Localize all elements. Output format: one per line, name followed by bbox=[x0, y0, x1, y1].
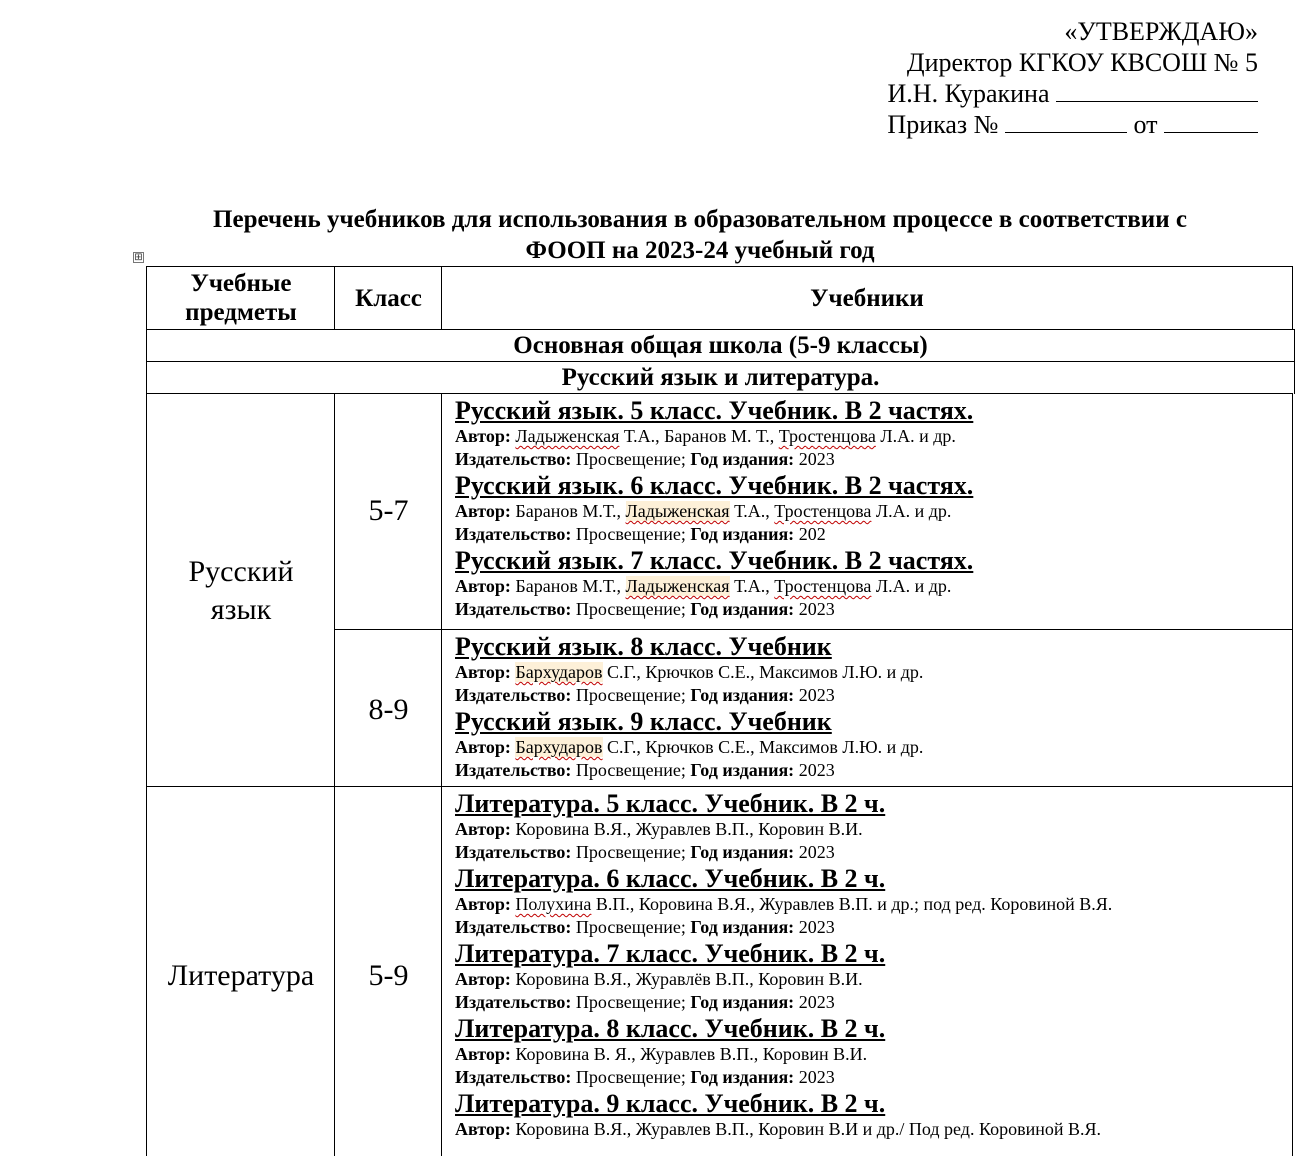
document-title bbox=[110, 204, 1290, 266]
header-subjects-line1: Учебные bbox=[190, 270, 292, 297]
year-label: Год издания: bbox=[690, 599, 795, 619]
author-text: Полухина bbox=[515, 894, 592, 914]
book-entry bbox=[455, 1014, 1292, 1089]
books-russian-8-9 bbox=[441, 629, 1293, 787]
author-label: Автор: bbox=[455, 426, 511, 446]
author-label: Автор: bbox=[455, 1044, 511, 1064]
header-books: Учебники bbox=[441, 266, 1293, 329]
book-title: Русский язык. 9 класс. Учебник bbox=[455, 707, 832, 736]
book-entry bbox=[455, 864, 1292, 939]
publisher-label: Издательство: bbox=[455, 1067, 572, 1087]
book-entry bbox=[455, 707, 1292, 782]
book-entry bbox=[455, 1089, 1292, 1141]
books-russian-5-7 bbox=[441, 393, 1293, 630]
book-author-line bbox=[455, 818, 1292, 841]
book-title: Русский язык. 6 класс. Учебник. В 2 частях. bbox=[455, 471, 974, 500]
year-label: Год издания: bbox=[690, 760, 795, 780]
author-text: Л.А. и др. bbox=[871, 501, 952, 521]
book-entry bbox=[455, 789, 1292, 864]
book-entry bbox=[455, 546, 1292, 621]
book-entry bbox=[455, 396, 1292, 471]
approval-heading: «УТВЕРЖДАЮ» bbox=[1064, 17, 1258, 46]
book-title: Литература. 5 класс. Учебник. В 2 ч. bbox=[455, 789, 886, 818]
title-line-2: ФООП на 2023-24 учебный год bbox=[525, 237, 875, 264]
year-label: Год издания: bbox=[690, 524, 795, 544]
book-publisher-line bbox=[455, 523, 1292, 546]
grade-5-9: 5-9 bbox=[334, 786, 442, 1156]
subject-literature: Литература bbox=[146, 786, 335, 1156]
publication-year: 2023 bbox=[798, 992, 835, 1012]
subject-russian-line1: Русский bbox=[188, 554, 294, 588]
subject-russian-line2: язык bbox=[210, 592, 272, 626]
book-author-line bbox=[455, 736, 1292, 759]
author-text: В.П., Коровина В.Я., Журавлев В.П. и др.; под ред. Коровиной В.Я. bbox=[591, 894, 1113, 914]
book-title: Литература. 8 класс. Учебник. В 2 ч. bbox=[455, 1014, 886, 1043]
publisher-label: Издательство: bbox=[455, 524, 572, 544]
book-publisher-line bbox=[455, 1066, 1292, 1089]
book-publisher-line bbox=[455, 759, 1292, 782]
grade-8-9: 8-9 bbox=[334, 629, 442, 787]
author-text: Бархударов bbox=[515, 662, 603, 682]
author-text: Коровина В.Я., Журавлев В.П., Коровин В.И и др./ Под ред. Коровиной В.Я. bbox=[515, 1119, 1101, 1139]
header-grade: Класс bbox=[334, 266, 442, 329]
author-text: Т.А., bbox=[729, 576, 775, 596]
subject-russian bbox=[146, 393, 335, 787]
publication-year: 2023 bbox=[798, 760, 835, 780]
author-text: Т.А., bbox=[729, 501, 775, 521]
publisher-label: Издательство: bbox=[455, 842, 572, 862]
order-from-label: от bbox=[1133, 110, 1158, 139]
order-date-blank bbox=[1164, 110, 1258, 133]
book-title: Литература. 7 класс. Учебник. В 2 ч. bbox=[455, 939, 886, 968]
books-literature-5-9 bbox=[441, 786, 1293, 1156]
publisher-name: Просвещение; bbox=[575, 449, 686, 469]
publication-year: 2023 bbox=[798, 917, 835, 937]
publisher-name: Просвещение; bbox=[575, 1067, 686, 1087]
publisher-label: Издательство: bbox=[455, 449, 572, 469]
author-text: Коровина В. Я., Журавлев В.П., Коровин В.И. bbox=[515, 1044, 868, 1064]
book-publisher-line bbox=[455, 684, 1292, 707]
author-text: Тростенцова bbox=[774, 501, 872, 521]
publication-year: 2023 bbox=[798, 842, 835, 862]
order-label: Приказ № bbox=[887, 110, 999, 139]
book-title: Литература. 9 класс. Учебник. В 2 ч. bbox=[455, 1089, 886, 1118]
book-author-line bbox=[455, 661, 1292, 684]
book-publisher-line bbox=[455, 916, 1292, 939]
author-label: Автор: bbox=[455, 969, 511, 989]
publisher-label: Издательство: bbox=[455, 685, 572, 705]
header-subjects bbox=[146, 266, 335, 329]
approval-name: И.Н. Куракина bbox=[887, 79, 1050, 108]
title-line-1: Перечень учебников для использования в образовательном процессе в соответствии с bbox=[213, 206, 1187, 233]
author-text: Баранов М.Т., bbox=[515, 501, 626, 521]
book-author-line bbox=[455, 500, 1292, 523]
book-title: Русский язык. 5 класс. Учебник. В 2 частях. bbox=[455, 396, 974, 425]
year-label: Год издания: bbox=[690, 842, 795, 862]
order-number-blank bbox=[1005, 110, 1127, 133]
approval-name-line bbox=[887, 78, 1258, 109]
section-area: Русский язык и литература. bbox=[146, 361, 1295, 394]
book-title: Русский язык. 7 класс. Учебник. В 2 частях. bbox=[455, 546, 974, 575]
publication-year: 2023 bbox=[798, 685, 835, 705]
book-author-line bbox=[455, 893, 1292, 916]
book-publisher-line bbox=[455, 991, 1292, 1014]
grade-5-7: 5-7 bbox=[334, 393, 442, 630]
author-label: Автор: bbox=[455, 737, 511, 757]
signature-blank bbox=[1056, 79, 1258, 102]
book-author-line bbox=[455, 968, 1292, 991]
author-label: Автор: bbox=[455, 894, 511, 914]
year-label: Год издания: bbox=[690, 917, 795, 937]
section-school: Основная общая школа (5-9 классы) bbox=[146, 329, 1295, 362]
year-label: Год издания: bbox=[690, 685, 795, 705]
year-label: Год издания: bbox=[690, 1067, 795, 1087]
book-title: Литература. 6 класс. Учебник. В 2 ч. bbox=[455, 864, 886, 893]
book-entry bbox=[455, 632, 1292, 707]
publisher-label: Издательство: bbox=[455, 917, 572, 937]
book-publisher-line bbox=[455, 598, 1292, 621]
author-text: Л.А. и др. bbox=[871, 576, 952, 596]
author-text: Тростенцова bbox=[778, 426, 876, 446]
book-publisher-line bbox=[455, 448, 1292, 471]
publisher-label: Издательство: bbox=[455, 992, 572, 1012]
author-text: С.Г., Крючков С.Е., Максимов Л.Ю. и др. bbox=[602, 737, 924, 757]
book-entry bbox=[455, 471, 1292, 546]
author-text: Тростенцова bbox=[774, 576, 872, 596]
publisher-name: Просвещение; bbox=[575, 917, 686, 937]
publication-year: 2023 bbox=[798, 599, 835, 619]
publisher-label: Издательство: bbox=[455, 760, 572, 780]
author-label: Автор: bbox=[455, 576, 511, 596]
publisher-name: Просвещение; bbox=[575, 599, 686, 619]
author-label: Автор: bbox=[455, 1119, 511, 1139]
publisher-name: Просвещение; bbox=[575, 760, 686, 780]
author-text: Т.А., Баранов М. Т., bbox=[619, 426, 779, 446]
header-subjects-line2: предметы bbox=[185, 299, 297, 326]
book-entry bbox=[455, 939, 1292, 1014]
publisher-label: Издательство: bbox=[455, 599, 572, 619]
approval-order-line bbox=[887, 109, 1258, 140]
approval-block bbox=[887, 16, 1258, 140]
book-author-line bbox=[455, 1118, 1292, 1141]
publication-year: 2023 bbox=[798, 1067, 835, 1087]
publisher-name: Просвещение; bbox=[575, 992, 686, 1012]
table-move-handle-icon[interactable]: ⊞ bbox=[134, 252, 143, 263]
approval-position: Директор КГКОУ КВСОШ № 5 bbox=[906, 48, 1258, 77]
author-label: Автор: bbox=[455, 662, 511, 682]
author-label: Автор: bbox=[455, 819, 511, 839]
publisher-name: Просвещение; bbox=[575, 842, 686, 862]
book-author-line bbox=[455, 575, 1292, 598]
author-text: Л.А. и др. bbox=[875, 426, 956, 446]
author-text: Ладыженская bbox=[515, 426, 620, 446]
publisher-name: Просвещение; bbox=[575, 524, 686, 544]
book-author-line bbox=[455, 425, 1292, 448]
author-text: Коровина В.Я., Журавлев В.П., Коровин В.И. bbox=[515, 819, 863, 839]
author-text: Коровина В.Я., Журавлёв В.П., Коровин В.И. bbox=[515, 969, 863, 989]
publication-year: 202 bbox=[798, 524, 826, 544]
year-label: Год издания: bbox=[690, 992, 795, 1012]
author-text: Ладыженская bbox=[625, 576, 730, 596]
book-title: Русский язык. 8 класс. Учебник bbox=[455, 632, 832, 661]
author-text: Баранов М.Т., bbox=[515, 576, 626, 596]
author-text: Ладыженская bbox=[625, 501, 730, 521]
book-publisher-line bbox=[455, 841, 1292, 864]
author-label: Автор: bbox=[455, 501, 511, 521]
publisher-name: Просвещение; bbox=[575, 685, 686, 705]
book-author-line bbox=[455, 1043, 1292, 1066]
publication-year: 2023 bbox=[798, 449, 835, 469]
author-text: С.Г., Крючков С.Е., Максимов Л.Ю. и др. bbox=[602, 662, 924, 682]
author-text: Бархударов bbox=[515, 737, 603, 757]
year-label: Год издания: bbox=[690, 449, 795, 469]
